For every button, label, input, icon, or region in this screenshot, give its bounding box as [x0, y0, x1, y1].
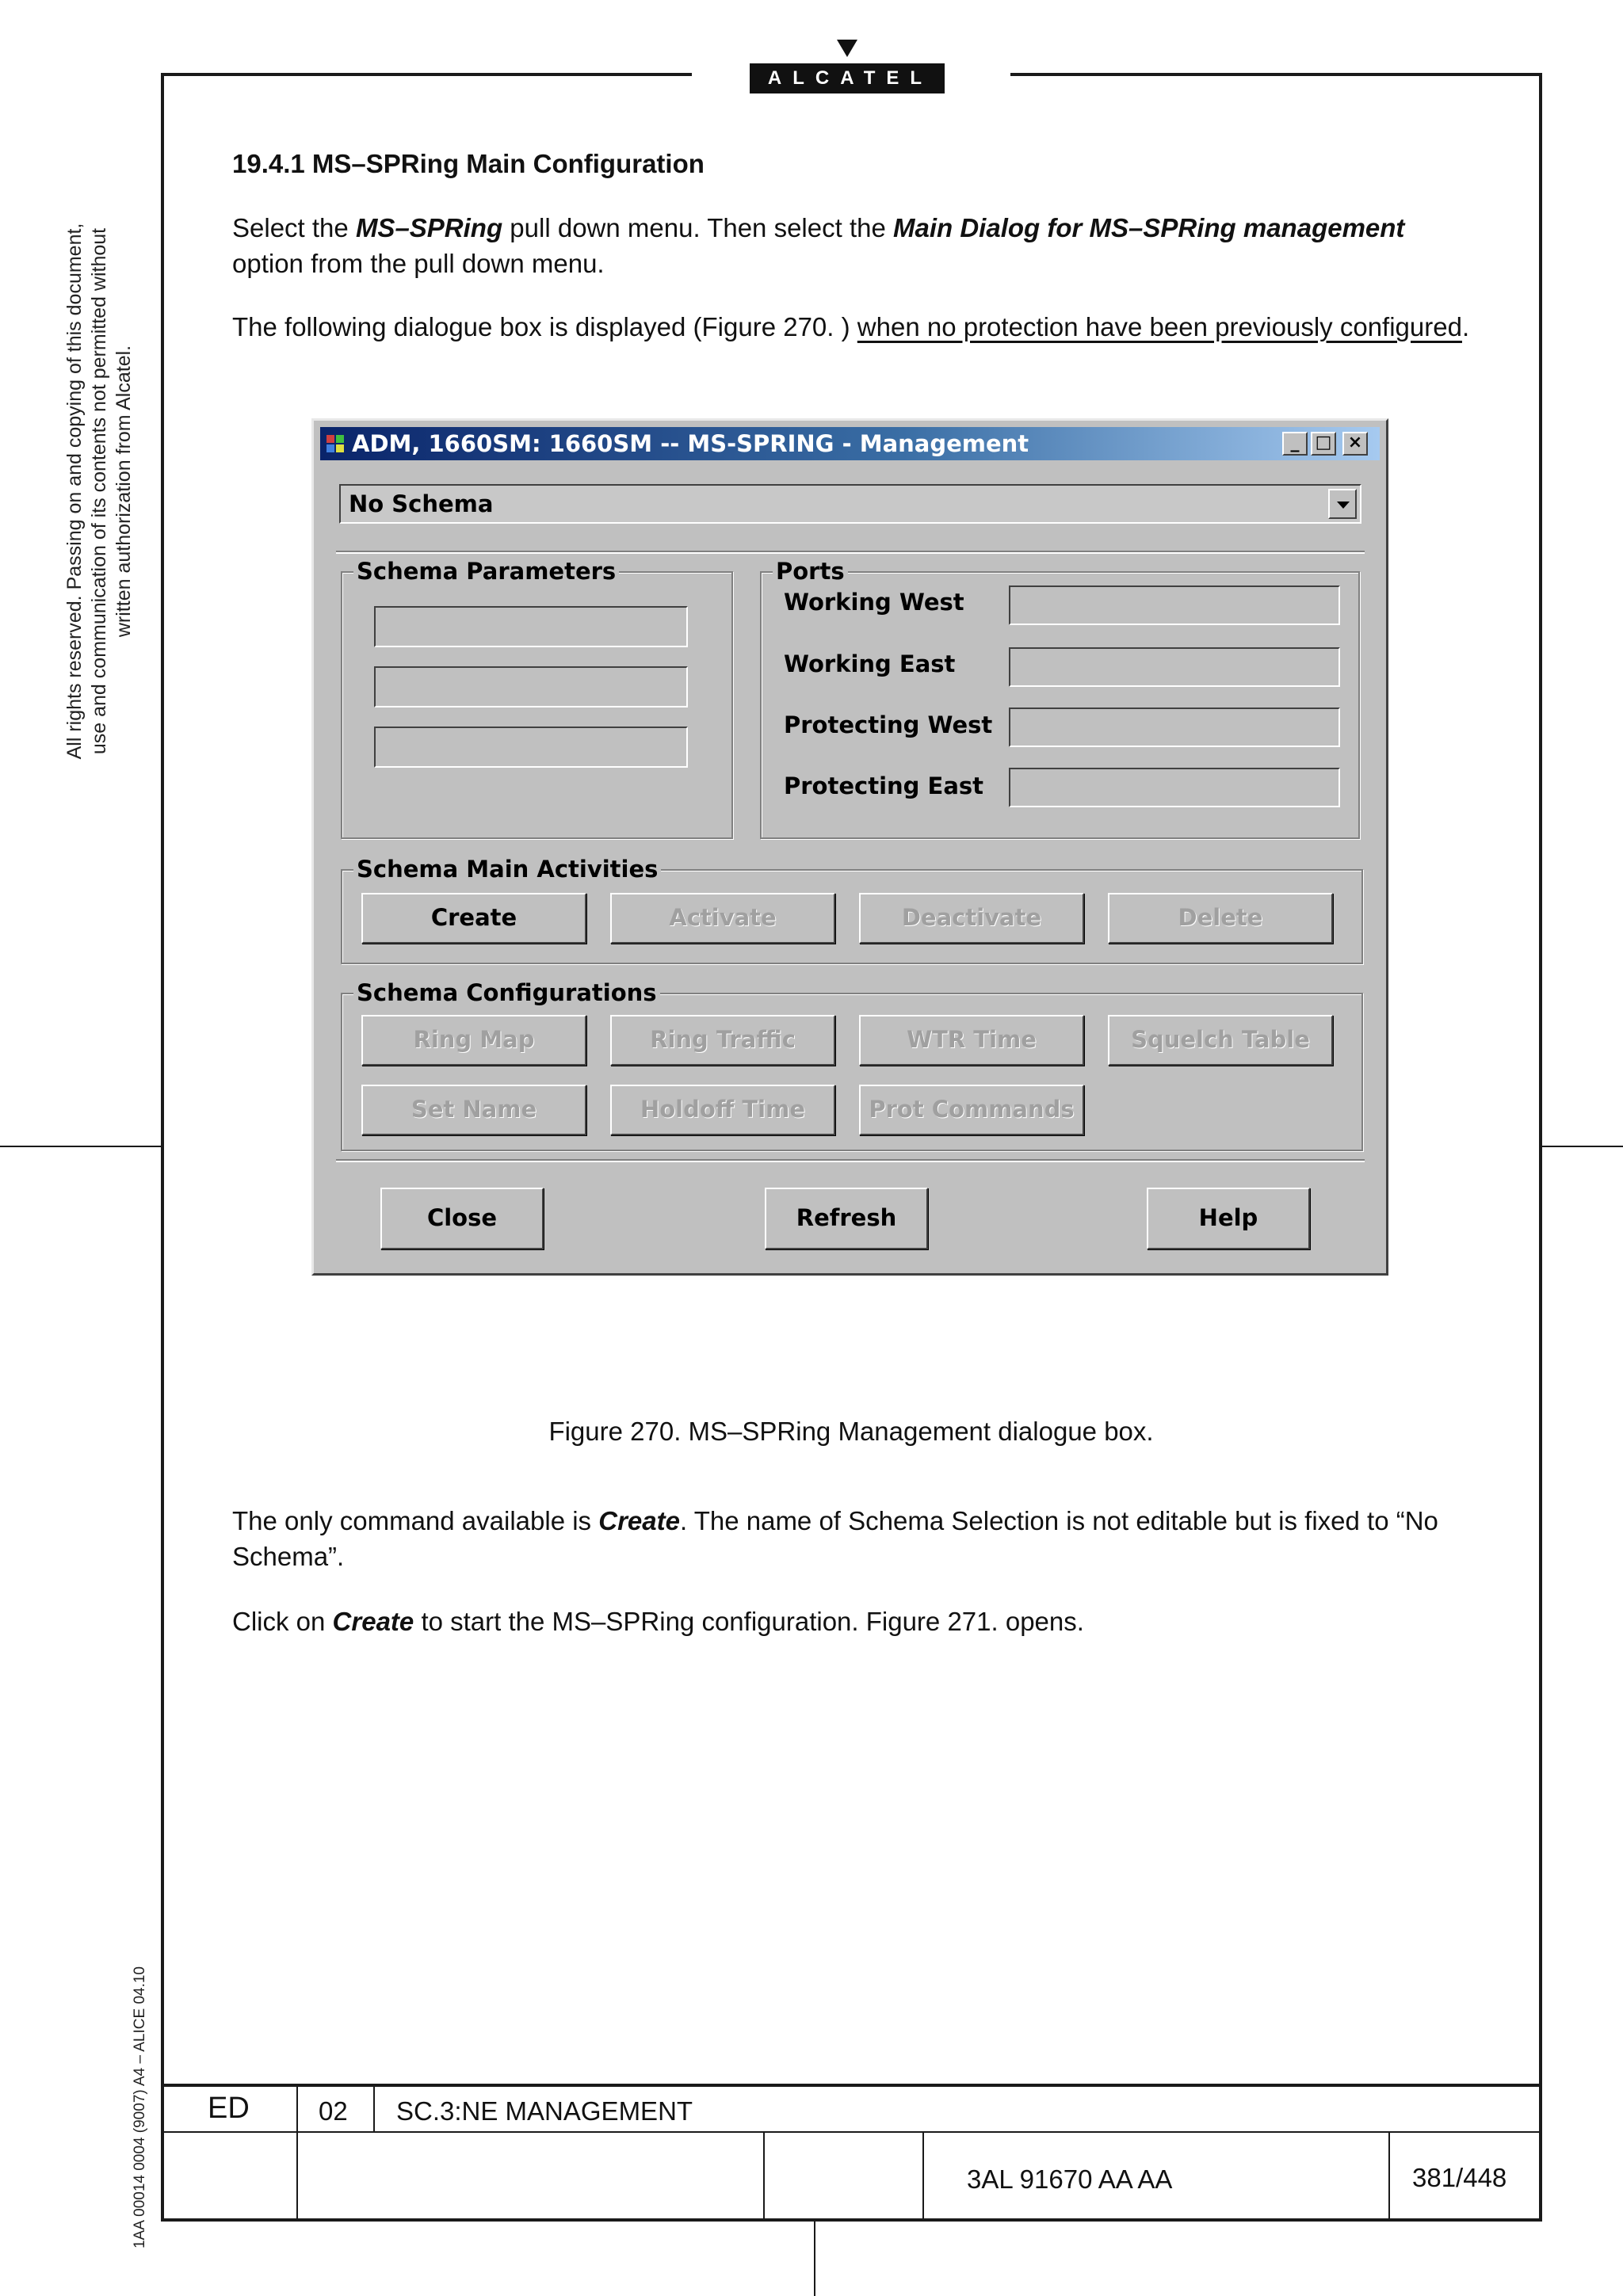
squelch-table-button[interactable]: Squelch Table: [1108, 1015, 1333, 1066]
schema-parameters-group: [341, 558, 733, 839]
maximize-button[interactable]: □: [1311, 432, 1336, 456]
schema-param-field-2[interactable]: [374, 666, 688, 707]
set-name-button[interactable]: Set Name: [361, 1085, 586, 1135]
footer-divider: [922, 2131, 924, 2222]
ms-spring-management-dialog: [311, 418, 1388, 1276]
ring-map-button[interactable]: Ring Map: [361, 1015, 586, 1066]
port-label-working-west: Working West: [784, 589, 964, 616]
paragraph-create-only: The only command available is Create. The name of Schema Selection is not editable but is fixed to “No Schema”.: [232, 1506, 1438, 1571]
port-label-protecting-west: Protecting West: [784, 711, 993, 738]
protecting-east-field[interactable]: [1009, 768, 1340, 807]
footer-ed-label: ED: [208, 2092, 250, 2125]
footer-divider: [296, 2084, 298, 2222]
paragraph-dialog-displayed: The following dialogue box is displayed (Figure 270. ) when no protection have been previously configured.: [232, 312, 1470, 341]
help-button[interactable]: Help: [1147, 1188, 1310, 1249]
paragraph-click-create: Click on Create to start the MS–SPRing configuration. Figure 271. opens.: [232, 1607, 1084, 1636]
fold-mark-right: [1542, 1146, 1623, 1147]
separator: [336, 551, 1365, 554]
form-code: 1AA 00014 0004 (9007) A4 – ALICE 04.10: [132, 1966, 148, 2249]
schema-parameters-title: Schema Parameters: [353, 559, 619, 584]
figure-caption: Figure 270. MS–SPRing Management dialogue box.: [548, 1417, 1154, 1446]
create-button[interactable]: Create: [361, 893, 586, 944]
alcatel-logo: ALCATEL: [750, 63, 945, 93]
deactivate-button[interactable]: Deactivate: [859, 893, 1084, 944]
refresh-button[interactable]: Refresh: [765, 1188, 928, 1249]
ring-traffic-button[interactable]: Ring Traffic: [610, 1015, 835, 1066]
activate-button[interactable]: Activate: [610, 893, 835, 944]
port-label-protecting-east: Protecting East: [784, 772, 984, 799]
delete-button[interactable]: Delete: [1108, 893, 1333, 944]
footer-divider: [373, 2084, 375, 2133]
ports-group: [760, 558, 1360, 839]
footer-line-top: [161, 2084, 1542, 2087]
page-frame-top-left: [161, 73, 692, 76]
schema-param-field-3[interactable]: [374, 727, 688, 768]
app-icon: [327, 435, 344, 452]
schema-main-activities-group: [341, 856, 1363, 964]
schema-select[interactable]: [339, 484, 1361, 524]
paragraph-select-menu: Select the MS–SPRing pull down menu. Then select the Main Dialog for MS–SPRing management option from the pull down menu.: [232, 213, 1405, 278]
dialog-title: ADM, 1660SM: 1660SM -- MS-SPRING - Management: [352, 430, 1029, 457]
footer-page-number: 381/448: [1412, 2163, 1507, 2192]
chevron-down-icon[interactable]: [1328, 489, 1357, 519]
fold-mark-bottom: [814, 2222, 815, 2296]
schema-configurations-group: [341, 979, 1363, 1151]
separator: [336, 1159, 1365, 1162]
minimize-button[interactable]: _: [1282, 432, 1308, 456]
prot-commands-button[interactable]: Prot Commands: [859, 1085, 1084, 1135]
fold-mark-left: [0, 1146, 161, 1147]
port-label-working-east: Working East: [784, 650, 956, 677]
holdoff-time-button[interactable]: Holdoff Time: [610, 1085, 835, 1135]
close-button[interactable]: Close: [380, 1188, 544, 1249]
page-frame-right: [1539, 73, 1542, 2222]
working-east-field[interactable]: [1009, 647, 1340, 687]
footer-section: SC.3:NE MANAGEMENT: [396, 2096, 693, 2126]
close-window-button[interactable]: ×: [1342, 432, 1368, 456]
schema-select-value: No Schema: [349, 490, 494, 517]
footer-divider: [1388, 2131, 1390, 2222]
footer-ed-value: 02: [319, 2096, 348, 2126]
schema-configurations-title: Schema Configurations: [353, 980, 660, 1005]
schema-param-field-1[interactable]: [374, 606, 688, 647]
dialog-titlebar: [320, 427, 1380, 460]
footer-doc-code: 3AL 91670 AA AA: [967, 2164, 1173, 2194]
footer-divider: [763, 2131, 765, 2222]
ports-title: Ports: [773, 559, 848, 584]
page-frame-top-right: [1010, 73, 1542, 76]
protecting-west-field[interactable]: [1009, 707, 1340, 747]
footer-line-middle: [161, 2131, 1542, 2133]
alcatel-logo-mark: [837, 40, 857, 57]
wtr-time-button[interactable]: WTR Time: [859, 1015, 1084, 1066]
working-west-field[interactable]: [1009, 585, 1340, 625]
copyright-note: All rights reserved. Passing on and copying of this document, use and communication of its contents not permitted without written authorization from Alcatel.: [63, 223, 135, 760]
schema-main-activities-title: Schema Main Activities: [353, 856, 661, 882]
section-heading: 19.4.1 MS–SPRing Main Configuration: [232, 149, 705, 178]
footer-line-bottom: [161, 2218, 1542, 2222]
